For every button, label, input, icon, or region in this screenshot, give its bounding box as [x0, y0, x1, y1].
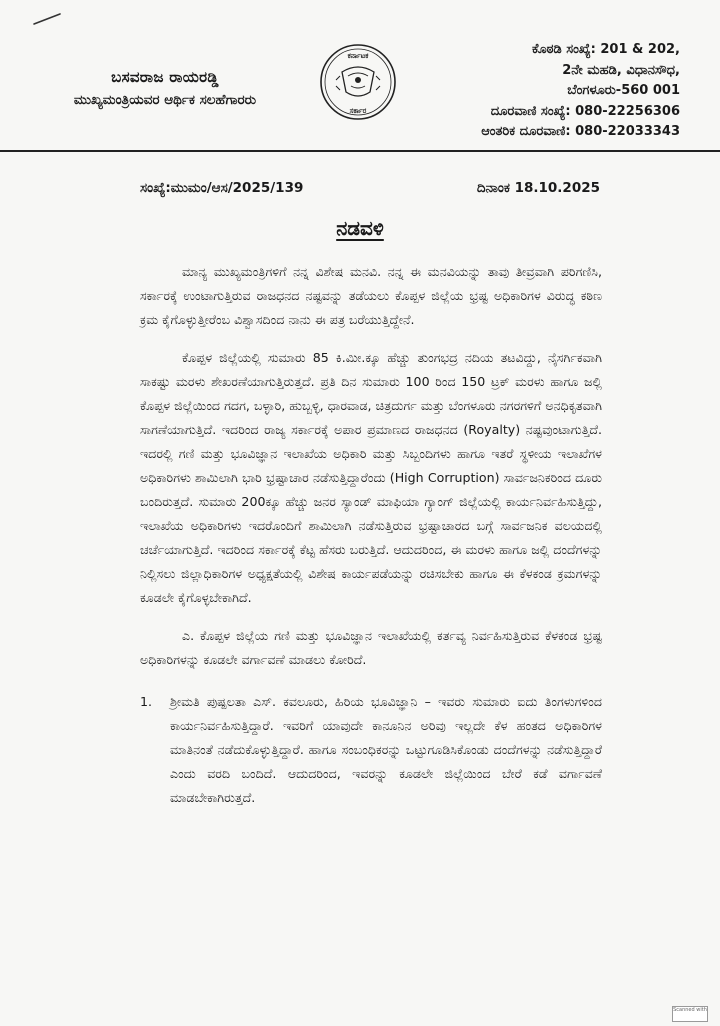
subject-heading — [0, 216, 720, 240]
list-item-text: ಶ್ರೀಮತಿ ಪುಷ್ಪಲತಾ ಎಸ್. ಕವಲೂರು, ಹಿರಿಯ ಭೂವಿಜ್ಞಾನಿ – ಇವರು ಸುಮಾರು ಐದು ತಿಂಗಳುಗಳಿಂದ ಕಾರ್ಯನಿರ್ವಹಿಸುತ್ತಿದ್ದಾರೆ. ಇವರಿಗೆ ಯಾವುದೇ ಕಾನೂನಿನ ಅರಿವು ಇಲ್ಲದೇ ಕೆಳ ಹಂತದ ಅಧಿಕಾರಿಗಳ ಮಾತಿನಂತೆ ನಡೆದುಕೊಳ್ಳುತ್ತಿದ್ದಾರೆ. ಹಾಗೂ ಸಂಬಂಧಿಕರನ್ನು ಒಟ್ಟುಗೂಡಿಸಿಕೊಂಡು ದಂದೆಗಳನ್ನು ನಡೆಸುತ್ತಿದ್ದಾರೆ ಎಂದು ವರದಿ ಬಂದಿದೆ. ಆದುದರಿಂದ, ಇವರನ್ನು ಕೂಡಲೇ ಜಿಲ್ಲೆಯಿಂದ ಬೇರೆ ಕಡೆ ವರ್ಗಾವಣೆ ಮಾಡಬೇಕಾಗಿರುತ್ತದೆ. — [170, 694, 602, 805]
government-emblem-icon — [318, 42, 398, 122]
emblem-bottom-text: ಸರ್ಕಾರ — [349, 107, 367, 115]
pen-stroke-mark — [32, 12, 62, 26]
sender-title: ಮುಖ್ಯಮಂತ್ರಿಯವರ ಆರ್ಥಿಕ ಸಲಹೆಗಾರರು — [73, 92, 257, 108]
officer-list — [140, 690, 602, 810]
address-block — [420, 40, 680, 143]
list-item — [140, 690, 602, 810]
address-line-room: ಕೊಠಡಿ ಸಂಖ್ಯೆ: 201 & 202, — [531, 42, 680, 57]
address-line-city: ಬೆಂಗಳೂರು-560 001 — [567, 83, 680, 98]
sender-block — [40, 68, 290, 108]
sender-name: ಬಸವರಾಜ ರಾಯರಡ್ಡಿ — [111, 68, 219, 86]
subject-text: ನಡವಳಿ — [336, 216, 384, 240]
paragraph-details: ಕೊಪ್ಪಳ ಜಿಲ್ಲೆಯಲ್ಲಿ ಸುಮಾರು 85 ಕಿ.ಮೀ.ಕ್ಕೂ ಹೆಚ್ಚು ತುಂಗಭದ್ರ ನದಿಯ ತಟವಿದ್ದು, ನೈಸರ್ಗಿಕವಾಗಿ ಸಾಕಷ್ಟು ಮರಳು ಶೇಖರಣೆಯಾಗುತ್ತಿರುತ್ತದೆ. ಪ್ರತಿ ದಿನ ಸುಮಾರು 100 ರಿಂದ 150 ಟ್ರಕ್ ಮರಳು ಹಾಗೂ ಜಲ್ಲಿ ಕೊಪ್ಪಳ ಜಿಲ್ಲೆಯಿಂದ ಗದಗ, ಬಳ್ಳಾರಿ, ಹುಬ್ಬಳ್ಳಿ, ಧಾರವಾಡ, ಚಿತ್ರದುರ್ಗ ಮತ್ತು ಬೆಂಗಳೂರು ನಗರಗಳಿಗೆ ಅನಧಿಕೃತವಾಗಿ ಸಾಗಣೆಯಾಗುತ್ತಿದೆ. ಇದರಿಂದ ರಾಜ್ಯ ಸರ್ಕಾರಕ್ಕೆ ಅಪಾರ ಪ್ರಮಾಣದ ರಾಜಧನದ (Royalty) ನಷ್ಟವುಂಟಾಗುತ್ತಿದೆ. ಇದರಲ್ಲಿ ಗಣಿ ಮತ್ತು ಭೂವಿಜ್ಞಾನ ಇಲಾಖೆಯ ಅಧಿಕಾರಿ ಮತ್ತು ಸಿಬ್ಬಂದಿಗಳು ಹಾಗೂ ಇತರೆ ಸ್ಥಳೀಯ ಇಲಾಖೆಗಳ ಅಧಿಕಾರಿಗಳು ಶಾಮಿಲಾಗಿ ಭಾರಿ ಭ್ರಷ್ಟಾಚಾರ ನಡೆಸುತ್ತಿದ್ದಾರೆಂದು (High Corruption) ಸಾರ್ವಜನಿಕರಿಂದ ದೂರು ಬಂದಿರುತ್ತದೆ. ಸುಮಾರು 200ಕ್ಕೂ ಹೆಚ್ಚು ಜನರ ಸ್ಯಾಂಡ್ ಮಾಫಿಯಾ ಗ್ಯಾಂಗ್ ಜಿಲ್ಲೆಯಲ್ಲಿ ಕಾರ್ಯನಿರ್ವಹಿಸುತ್ತಿದ್ದು, ಇಲಾಖೆಯ ಅಧಿಕಾರಿಗಳು ಇದರೊಂದಿಗೆ ಶಾಮಿಲಾಗಿ ನಡೆಸುತ್ತಿರುವ ಭ್ರಷ್ಟಾಚಾರದ ಬಗ್ಗೆ ಸಾರ್ವಜನಿಕ ವಲಯದಲ್ಲಿ ಚರ್ಚೆಯಾಗುತ್ತಿದೆ. ಇದರಿಂದ ಸರ್ಕಾರಕ್ಕೆ ಕೆಟ್ಟ ಹೆಸರು ಬರುತ್ತಿದೆ. ಆದುದರಿಂದ, ಈ ಮರಳು ಹಾಗೂ ಜಲ್ಲಿ ದಂದೆಗಳನ್ನು ನಿಲ್ಲಿಸಲು ಜಿಲ್ಲಾಧಿಕಾರಿಗಳ ಅಧ್ಯಕ್ಷತೆಯಲ್ಲಿ ವಿಶೇಷ ಕಾರ್ಯಪಡೆಯನ್ನು ರಚಿಸಬೇಕು ಹಾಗೂ ಈ ಕೆಳಕಂಡ ಕ್ರಮಗಳನ್ನು ಕೂಡಲೇ ಕೈಗೊಳ್ಳಬೇಕಾಗಿದೆ. — [140, 350, 602, 605]
address-line-phone: ದೂರವಾಣಿ ಸಂಖ್ಯೆ: 080-22256306 — [490, 103, 680, 119]
address-line-floor: 2ನೇ ಮಹಡಿ, ವಿಧಾನಸೌಧ, — [562, 62, 680, 78]
emblem-top-text: ಕರ್ನಾಟಕ — [347, 52, 369, 60]
paragraph-intro: ಮಾನ್ಯ ಮುಖ್ಯಮಂತ್ರಿಗಳಿಗೆ ನನ್ನ ವಿಶೇಷ ಮನವಿ. ನನ್ನ ಈ ಮನವಿಯನ್ನು ತಾವು ತೀವ್ರವಾಗಿ ಪರಿಗಣಿಸಿ, ಸರ್ಕಾರಕ್ಕೆ ಉಂಟಾಗುತ್ತಿರುವ ರಾಜಧನದ ನಷ್ಟವನ್ನು ತಡೆಯಲು ಕೊಪ್ಪಳ ಜಿಲ್ಲೆಯ ಭ್ರಷ್ಟ ಅಧಿಕಾರಿಗಳ ವಿರುದ್ಧ ಕಠಿಣ ಕ್ರಮ ಕೈಗೊಳ್ಳುತ್ತೀರೆಂಬ ವಿಶ್ವಾಸದಿಂದ ನಾನು ಈ ಪತ್ರ ಬರೆಯುತ್ತಿದ್ದೇನೆ. — [140, 264, 602, 327]
header-divider — [0, 150, 720, 152]
scanner-watermark: Scanned with — [672, 1006, 708, 1022]
paragraph-request: ಎ. ಕೊಪ್ಪಳ ಜಿಲ್ಲೆಯ ಗಣಿ ಮತ್ತು ಭೂವಿಜ್ಞಾನ ಇಲಾಖೆಯಲ್ಲಿ ಕರ್ತವ್ಯ ನಿರ್ವಹಿಸುತ್ತಿರುವ ಕೆಳಕಂಡ ಭ್ರಷ್ಟ ಅಧಿಕಾರಿಗಳನ್ನು ಕೂಡಲೇ ವರ್ಗಾವಣೆ ಮಾಡಲು ಕೋರಿದೆ. — [140, 628, 602, 667]
letter-body — [140, 260, 602, 810]
list-item-number: 1. — [140, 694, 153, 709]
address-line-intercom: ಆಂತರಿಕ ದೂರವಾಣಿ: 080-22033343 — [481, 124, 680, 139]
reference-number: ಸಂಖ್ಯೆ:ಮುಮಂ/ಆಸ/2025/139 — [140, 180, 304, 196]
reference-date: ದಿನಾಂಕ 18.10.2025 — [476, 180, 600, 196]
